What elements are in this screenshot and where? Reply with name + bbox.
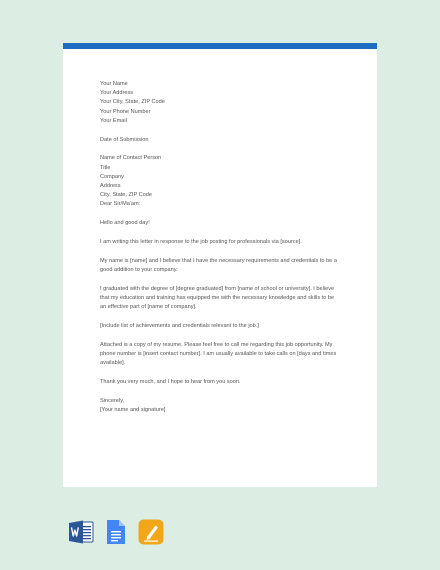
recipient-name: Name of Contact Person xyxy=(100,155,162,162)
google-docs-icon[interactable] xyxy=(102,519,128,545)
pages-icon[interactable] xyxy=(138,519,164,545)
greeting: Hello and good day! xyxy=(100,220,150,227)
recipient-title: Title xyxy=(100,164,111,171)
letter-page xyxy=(63,43,377,487)
recipient-city: City, State, ZIP Code xyxy=(100,192,153,199)
signature: [Your name and signature] xyxy=(100,407,166,414)
word-icon[interactable] xyxy=(68,519,94,545)
paragraph-education: I graduated with the degree of [degree graduated] from [name of school or university]. I believe that my education and training has equipped me with the necessary knowledge and skills to be an effective part of [name of company]. xyxy=(100,285,335,311)
format-icons xyxy=(68,519,178,545)
sender-address: Your Address xyxy=(100,90,134,97)
sender-name: Your Name xyxy=(100,81,128,87)
recipient-address: Address xyxy=(100,183,121,190)
letter-content xyxy=(100,80,340,415)
sender-city: Your City, State, ZIP Code xyxy=(100,99,165,106)
sender-phone: Your Phone Number xyxy=(100,108,151,115)
paragraph-contact: Attached is a copy of my resume. Please feel free to call me regarding this job opportunity. My phone number is [insert contact number]. I am usually available to take calls on [days and times available]. xyxy=(100,341,337,367)
recipient-block xyxy=(100,154,340,209)
submission-date: Date of Submission xyxy=(100,136,149,143)
header-accent-bar xyxy=(63,43,377,49)
recipient-company: Company xyxy=(100,173,124,180)
paragraph-achievements: [Include list of achievements and credentials relevant to the job.] xyxy=(100,323,259,330)
paragraph-intro: I am writing this letter in response to the job posting for professionals via [source]. xyxy=(100,239,302,246)
closing: Sincerely, xyxy=(100,397,125,404)
paragraph-name: My name is [name] and I believe that I have the necessary requirements and credentials to be a good addition to your company. xyxy=(100,257,337,274)
sender-email: Your Email xyxy=(100,117,127,124)
salutation: Dear Sir/Ma'am: xyxy=(100,201,141,208)
sender-block xyxy=(100,80,340,126)
paragraph-thanks: Thank you very much, and I hope to hear from you soon. xyxy=(100,379,241,386)
